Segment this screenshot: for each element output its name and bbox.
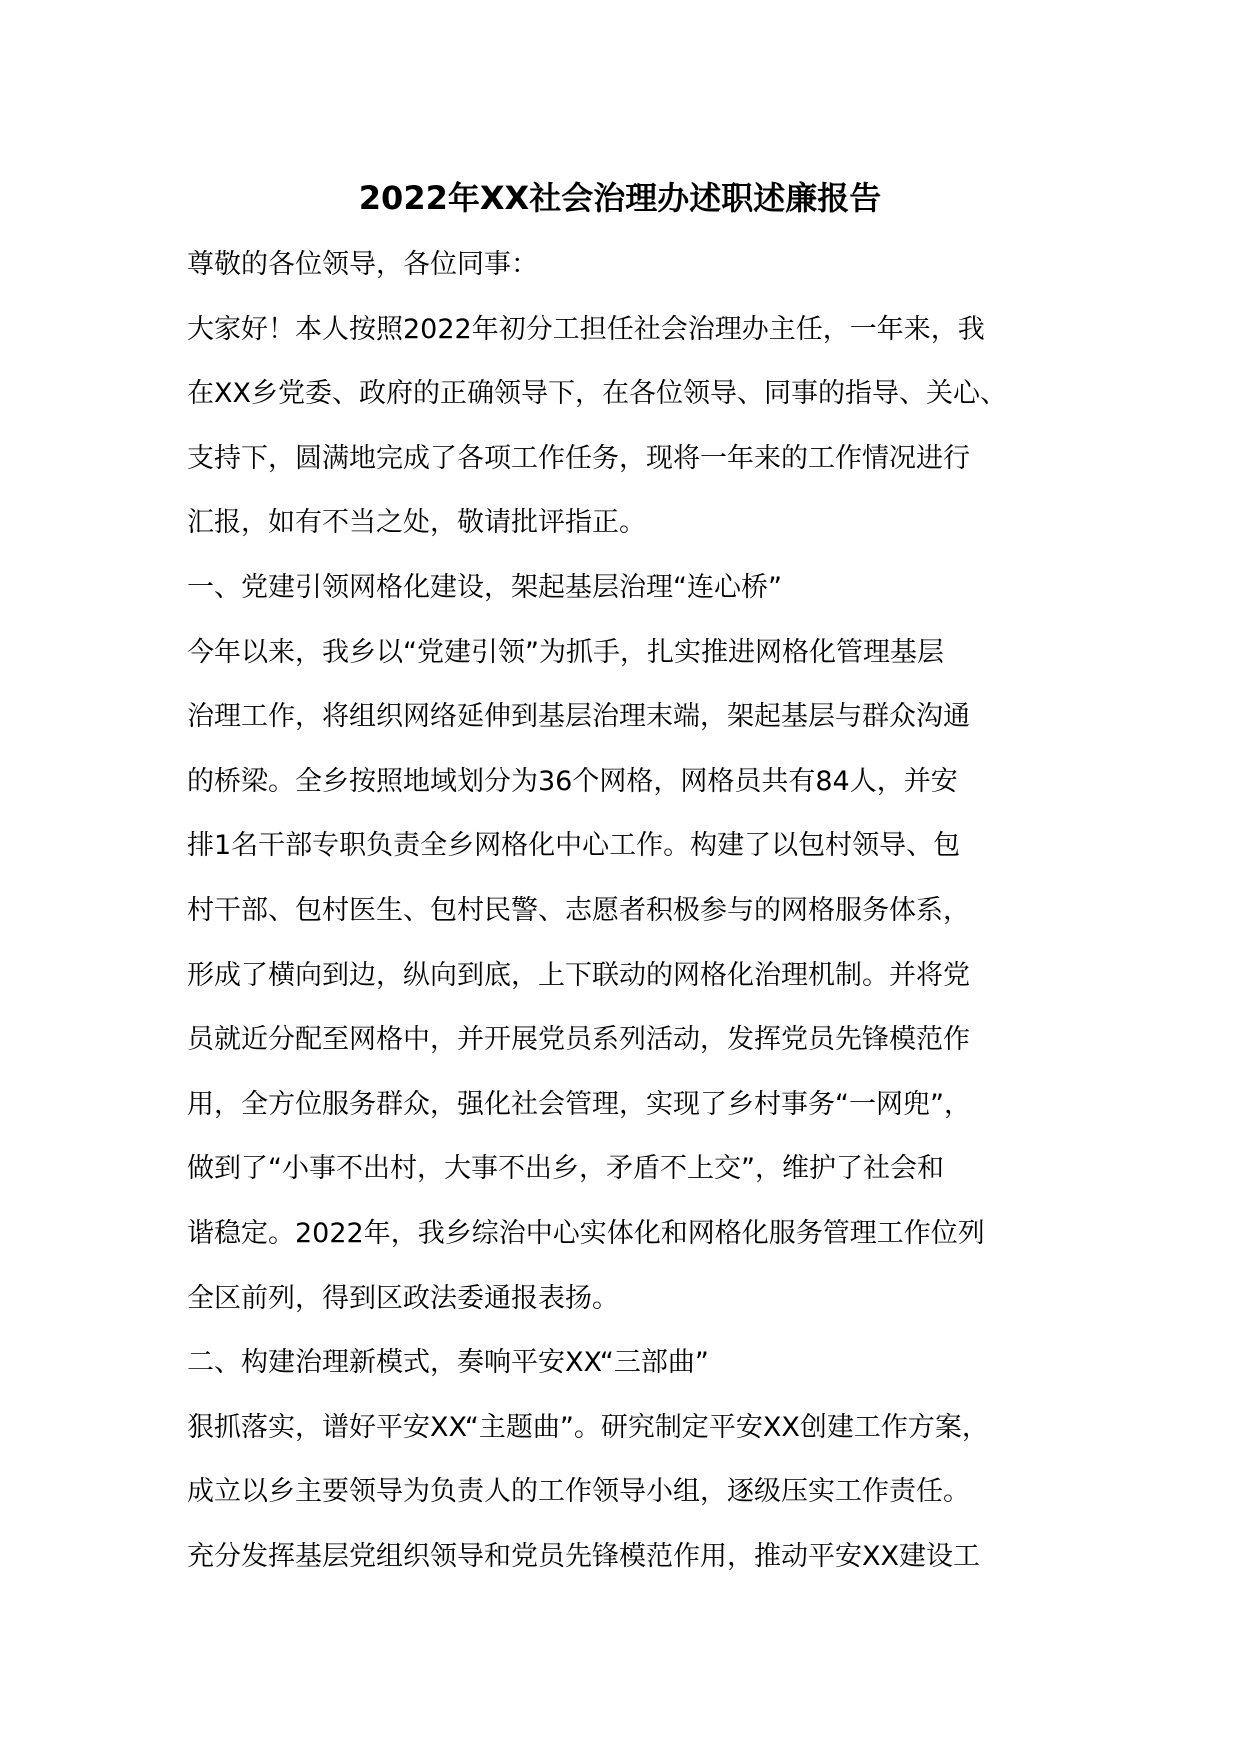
text-line: 做到了“小事不出村，大事不出乡，矛盾不上交”，维护了社会和 [187, 1153, 944, 1185]
text-line: 大家好！本人按照2022年初分工担任社会治理办主任，一年来，我 [187, 313, 985, 345]
document-title: 2022年XX社会治理办述职述廉报告 [358, 179, 882, 217]
text-line: 的桥梁。全乡按照地域划分为36个网格，网格员共有84人，并安 [187, 765, 958, 797]
text-line: 谐稳定。2022年，我乡综治中心实体化和网格化服务管理工作位列 [187, 1217, 985, 1249]
section-heading: 一、党建引领网格化建设，架起基层治理“连心桥” [187, 571, 782, 603]
section-heading: 二、构建治理新模式，奏响平安XX“三部曲” [187, 1347, 709, 1379]
text-line: 今年以来，我乡以“党建引领”为抓手，扎实推进网格化管理基层 [187, 636, 944, 668]
text-line: 尊敬的各位领导，各位同事： [187, 249, 538, 280]
text-line: 治理工作，将组织网络延伸到基层治理末端，架起基层与群众沟通 [187, 701, 970, 733]
text-line: 村干部、包村医生、包村民警、志愿者积极参与的网格服务体系， [187, 894, 970, 926]
text-line: 排1名干部专职负责全乡网格化中心工作。构建了以包村领导、包 [187, 830, 961, 862]
text-line: 员就近分配至网格中，并开展党员系列活动，发挥党员先锋模范作 [187, 1024, 970, 1056]
text-line: 用，全方位服务群众，强化社会管理，实现了乡村事务“一网兜”， [187, 1088, 971, 1120]
document-body [187, 233, 1067, 1589]
text-line: 形成了横向到边，纵向到底，上下联动的网格化治理机制。并将党 [187, 959, 970, 991]
text-line: 全区前列，得到区政法委通报表扬。 [187, 1282, 619, 1314]
text-line: 成立以乡主要领导为负责人的工作领导小组，逐级压实工作责任。 [187, 1476, 970, 1508]
text-line: 支持下，圆满地完成了各项工作任务，现将一年来的工作情况进行 [187, 442, 970, 474]
text-line: 汇报，如有不当之处，敬请批评指正。 [187, 507, 646, 539]
text-line: 狠抓落实，谱好平安XX“主题曲”。研究制定平安XX创建工作方案， [187, 1411, 989, 1443]
text-line: 在XX乡党委、政府的正确领导下，在各位领导、同事的指导、关心、 [187, 378, 1007, 410]
text-line: 充分发挥基层党组织领导和党员先锋模范作用，推动平安XX建设工 [187, 1540, 980, 1572]
